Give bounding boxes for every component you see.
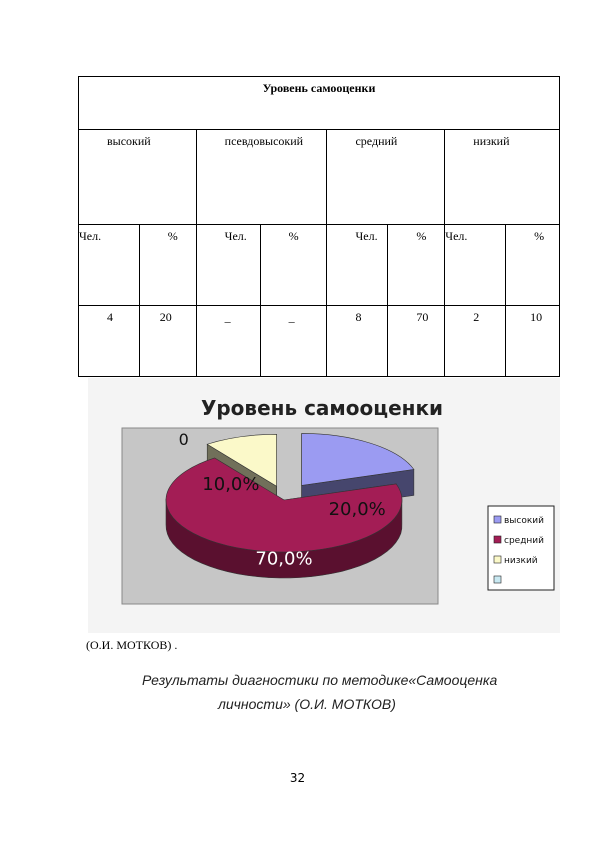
chart-title: Уровень самооценки: [200, 396, 444, 420]
caption-line-1: Результаты диагностики по методике«Самооценка: [142, 672, 498, 688]
pie-value-label: 70,0%: [255, 548, 313, 570]
value-cell: 10: [506, 306, 560, 377]
level-low: низкий: [445, 130, 560, 225]
caption-line-2: личности» (О.И. МОТКОВ): [218, 696, 396, 712]
header-percent: %: [139, 225, 196, 306]
self-esteem-table: [78, 76, 560, 377]
value-cell: _: [196, 306, 260, 377]
legend-label: средний: [504, 536, 545, 546]
level-medium: средний: [327, 130, 445, 225]
pie-chart-svg: [88, 378, 560, 633]
legend-swatch: [494, 556, 501, 563]
value-cell: _: [260, 306, 327, 377]
table-title: Уровень самооценки: [79, 77, 560, 130]
header-count: Чел.: [79, 225, 140, 306]
legend-swatch: [494, 536, 501, 543]
header-count: Чел.: [445, 225, 506, 306]
value-cell: 70: [388, 306, 445, 377]
header-percent: %: [506, 225, 560, 306]
page-number: 32: [289, 771, 306, 785]
legend-swatch: [494, 576, 501, 583]
legend-label: высокий: [504, 516, 544, 526]
value-cell: 2: [445, 306, 506, 377]
value-cell: 20: [139, 306, 196, 377]
header-percent: %: [388, 225, 445, 306]
header-percent: %: [260, 225, 327, 306]
header-count: Чел.: [196, 225, 260, 306]
header-count: Чел.: [327, 225, 388, 306]
level-high: высокий: [79, 130, 197, 225]
pie-value-label: 0: [178, 430, 189, 449]
value-cell: 4: [79, 306, 140, 377]
pie-value-label: 20,0%: [328, 499, 386, 521]
level-pseudo-high: псевдовысокий: [196, 130, 327, 225]
legend-label: низкий: [504, 556, 538, 566]
pie-chart: [88, 378, 560, 633]
caption-source: (О.И. МОТКОВ) .: [86, 638, 178, 652]
pie-value-label: 10,0%: [202, 474, 260, 496]
value-cell: 8: [327, 306, 388, 377]
legend-swatch: [494, 516, 501, 523]
chart-caption: [142, 668, 532, 716]
